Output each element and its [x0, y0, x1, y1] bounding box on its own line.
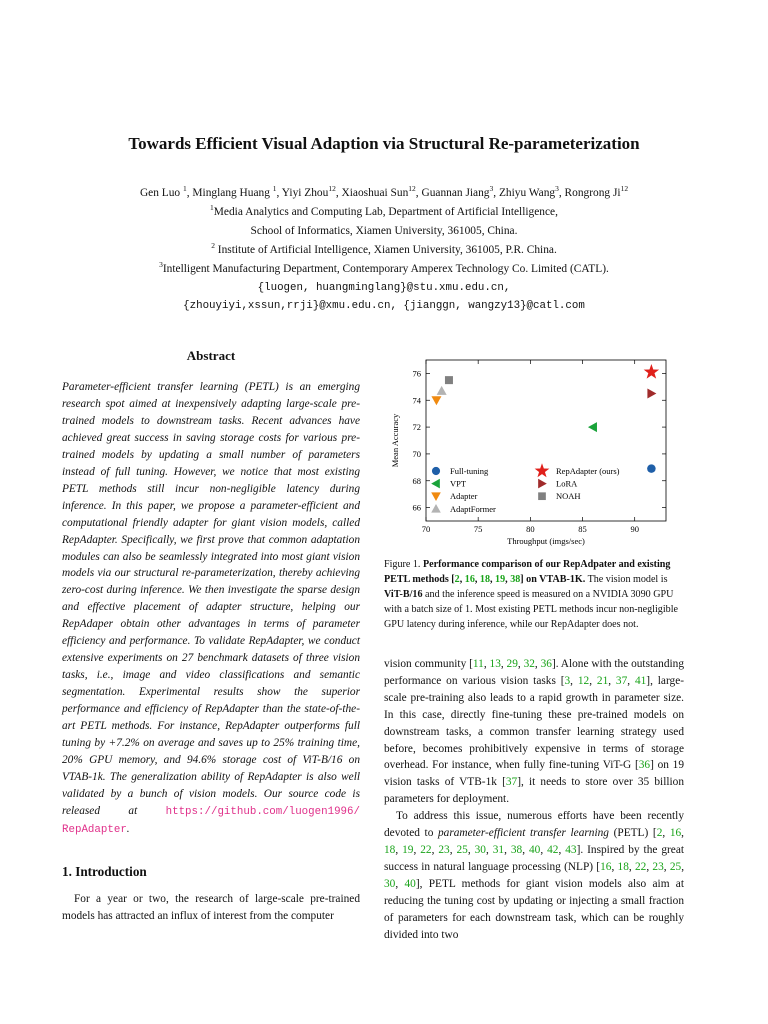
- x-tick-label: 85: [578, 524, 587, 534]
- legend-marker-lora: [538, 479, 547, 489]
- email-line-2: {zhouyiyi,xssun,rrji}@xmu.edu.cn, {jianggn, wangzy13}@catl.com: [183, 300, 585, 312]
- scatter-chart: [384, 352, 674, 558]
- data-point-lora: [647, 389, 656, 399]
- y-tick-label: 66: [412, 502, 421, 513]
- x-tick-label: 80: [526, 524, 535, 534]
- right-column-text: [384, 656, 684, 943]
- data-point-adapter: [431, 396, 441, 405]
- y-tick-label: 72: [412, 422, 421, 433]
- affiliation-2: $^2$ Institute of Artificial Intelligence, Xiamen University, 361005, P.R. China.: [211, 241, 557, 256]
- y-tick-label: 68: [412, 475, 421, 486]
- legend-marker-vpt: [431, 479, 440, 489]
- legend-label-full-tuning: Full-tuning: [450, 466, 489, 476]
- figure-caption: Figure 1. Performance comparison of our RepAdpater and existing PETL methods [2, 16, 18, 19, 38] on VTAB-1K. The vision model is ViT-B/16 and the inference speed is measured on a NVIDIA 3090 GPU with a batch size of 1. Most existing PETL methods incur non-negligible GPU latency during inference, while our RepAdapter does not.: [384, 559, 678, 631]
- legend-marker-adaptformer: [431, 504, 441, 513]
- abstract-text: Parameter-efficient transfer learning (PETL) is an emerging research spot aimed at inexpensively adapting large-scale pre-trained models to downstream tasks. Recent advances have achieved great success in saving storage costs for various pre-trained models by updating a small number of parameters instead of full tuning. However, we notice that most existing PETL methods still incur non-negligible latency during inference. In this paper, we propose a parameter-efficient and computational friendly adapter for giant vision models, called RepAdapter. Specifically, we first prove that common adaptation modules can also be seamlessly integrated into most giant vision models via our structural re-parameterization, thereby achieving zero-cost during inference. We then investigate the sparse design and effective placement of adapter structure, helping our RepAdaper obtain other advantages in terms of parameter efficiency and performance. To validate RepAdapter, we conduct extensive experiments on 27 benchmark datasets of three vision tasks, i.e., image and video classifications and semantic segmentation. Experimental results show the superior performance and efficiency of RepAdapter than the state-of-the-art PETL methods. For instance, RepAdapter outperforms full tuning by +7.2% on average and saves up to 25% training time, 20% GPU memory, and 94.6% storage cost of ViT-B/16 on VTAB-1k. The generalization ability of RepAdapter is also well validated by a bunch of vision models. Our source code is released at https://github.com/luogen1996/ RepAdapter.: [62, 381, 360, 836]
- y-axis-label: Mean Accuracy: [390, 413, 400, 468]
- affiliation-1a: $^1$Media Analytics and Computing Lab, Department of Artificial Intelligence,: [210, 203, 558, 218]
- data-point-vpt: [588, 422, 597, 432]
- legend-marker-adapter: [431, 492, 441, 501]
- x-tick-label: 70: [421, 524, 431, 534]
- x-tick-label: 75: [473, 524, 483, 534]
- affiliation-1b: School of Informatics, Xiamen University, 361005, China.: [250, 225, 518, 237]
- data-point-adaptformer: [437, 386, 447, 395]
- data-point-noah: [445, 376, 453, 384]
- introduction-text: For a year or two, the research of large-scale pre-trained models has attracted an influx of interest from the computer: [62, 893, 360, 922]
- y-tick-label: 70: [412, 448, 421, 459]
- data-point-full-tuning: [647, 464, 656, 473]
- abstract-heading: Abstract: [186, 348, 236, 363]
- legend-label-adaptformer: AdaptFormer: [450, 503, 496, 514]
- paragraph-2: To address this issue, numerous efforts have been recently devoted to parameter-efficient transfer learning (PETL) [2, 16, 18, 19, 22, 23, 25, 30, 31, 38, 40, 42, 43]. Inspired by the great success in natural language processing (NLP) [16, 18, 22, 23, 25, 30, 40], PETL methods for giant vision models also aim at reducing the tuning cost by updating or injecting a small fraction of parameters for each downstream task, which can be roughly divided into two: [384, 810, 685, 941]
- figure-1: [384, 352, 674, 558]
- legend-label-adapter: Adapter: [450, 491, 478, 502]
- x-tick-label: 90: [630, 524, 639, 534]
- legend-label-repadapter-ours: RepAdapter (ours): [556, 466, 620, 476]
- legend-marker-noah: [538, 492, 546, 500]
- x-axis-label: Throughput (imgs/sec): [507, 536, 585, 546]
- author-list: Gen Luo $^1$, Minglang Huang $^1$, Yiyi Zhou$^{12}$, Xiaoshuai Sun$^{12}$, Guannan Jiang$^3$, Zhiyu Wang$^3$, Rongrong Ji$^{12}$: [139, 184, 629, 199]
- y-tick-label: 74: [412, 395, 421, 406]
- legend-marker-repadapter-ours: [535, 463, 550, 477]
- legend-label-lora: LoRA: [556, 478, 578, 489]
- affiliation-3: $^3$Intelligent Manufacturing Department, Contemporary Amperex Technology Co. Limited (CATL).: [159, 260, 609, 275]
- paragraph-1: vision community [11, 13, 29, 32, 36]. Alone with the outstanding performance on various vision tasks [3, 12, 21, 37, 41], large-scale pre-training also leads to a rapid growth in parameter size. In this case, directly fine-tuning these pre-trained models on downstream tasks, a common transfer learning strategy used before, becomes prohibitively expensive in terms of storage overhead. For instance, when fully fine-tuning ViT-G [36] on 19 vision tasks of VTB-1k [37], it needs to store over 35 billion parameters for deployment.: [384, 658, 685, 806]
- paper-title: Towards Efficient Visual Adaption via Structural Re-parameterization: [128, 134, 640, 153]
- y-tick-label: 76: [412, 368, 421, 379]
- data-point-repadapter-ours: [644, 364, 659, 379]
- legend-label-noah: NOAH: [556, 491, 581, 502]
- introduction-heading: 1. Introduction: [62, 864, 147, 879]
- email-line-1: {luogen, huangminglang}@stu.xmu.edu.cn,: [257, 282, 511, 294]
- legend-marker-full-tuning: [432, 467, 440, 475]
- legend-label-vpt: VPT: [450, 478, 467, 489]
